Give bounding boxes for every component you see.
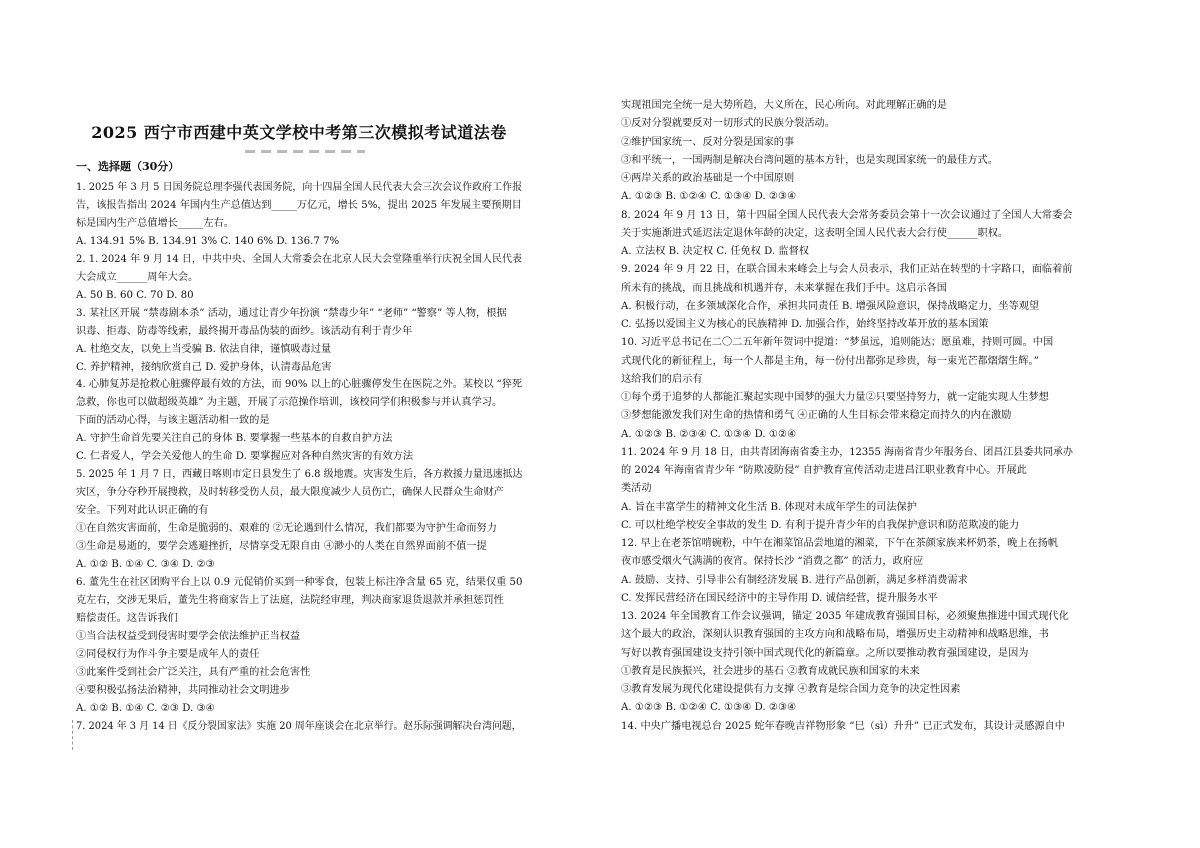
- text-line: ③梦想能激发我们对生命的热情和勇气 ④正确的人生目标会带来稳定而持久的内在激励: [621, 410, 1012, 422]
- text-line: 识毒、拒毒、防毒等线索，最终揭开毒品伪装的面纱。该活动有利于青少年: [76, 325, 413, 337]
- text-line: A. 鼓励、支持、引导非公有制经济发展 B. 进行产品创新，满足多样消费需求: [621, 574, 968, 586]
- text-line: C. 发挥民营经济在国民经济中的主导作用 D. 诚信经营，提升服务水平: [621, 592, 938, 604]
- text-line: 关于实施渐进式延迟法定退休年龄的决定，这表明全国人民代表大会行使______职权。: [621, 227, 1009, 239]
- text-line: 4. 心肺复苏是抢救心脏骤停最有效的方法，而 90% 以上的心脏骤停发生在医院之外。某校以 “猝死: [76, 379, 523, 391]
- text-line: ①当合法权益受到侵害时要学会依法维护正当权益: [76, 630, 301, 642]
- text-line: C. 养护精神，接纳欣赏自己 D. 爱护身体，认清毒品危害: [76, 361, 332, 373]
- text-line: 9. 2024 年 9 月 22 日，在联合国未来峰会上与会人员表示，我们正站在转型的十字路口，面临着前: [621, 264, 1073, 276]
- text-line: 克左右，交涉无果后，董先生将商家告上了法庭，法院经审理，判决商家退货退款并承担惩罚性: [76, 594, 504, 606]
- text-line: 8. 2024 年 9 月 13 日，第十四届全国人民代表大会常务委员会第十一次会议通过了全国人大常委会: [621, 209, 1073, 221]
- text-line: ②同侵权行为作斗争主要是成年人的责任: [76, 648, 260, 660]
- text-line: 的 2024 年海南省青少年 “防欺凌防侵” 自护教育宣传活动走进昌江职业教育中心。开展此: [621, 465, 1027, 476]
- text-line: ①反对分裂就要反对一切形式的民族分裂活动。: [621, 118, 835, 130]
- faint-subtitle-line: [245, 150, 365, 153]
- text-line: 所未有的挑战，而且挑战和机遇并存，未来掌握在我们手中。这启示各国: [621, 282, 947, 294]
- text-line: ③此案件受到社会广泛关注，具有严重的社会危害性: [76, 666, 311, 678]
- text-line: A. 立法权 B. 决定权 C. 任免权 D. 监督权: [621, 246, 809, 257]
- text-line: A. ①② B. ①④ C. ②③ D. ③④: [76, 702, 215, 714]
- exam-title: 2025 西宁市西建中英文学校中考第三次模拟考试道法卷: [91, 123, 507, 142]
- text-line: 夜市感受烟火气满满的夜宵。保持长沙 “消费之都” 的活力，政府应: [621, 556, 924, 568]
- text-line: 实现祖国完全统一是大势所趋，大义所在，民心所向。对此理解正确的是: [621, 100, 947, 111]
- text-line: 7. 2024 年 3 月 14 日《反分裂国家法》实施 20 周年座谈会在北京举行。赵乐际强调解决台湾问题，: [76, 720, 522, 732]
- text-line: A. ①②③ B. ①②④ C. ①③④ D. ②③④: [621, 191, 797, 203]
- section-heading: 一、选择题（30分）: [76, 160, 180, 173]
- text-line: 11. 2024 年 9 月 18 日，由共青团海南省委主办，12355 海南省青少年服务台、团昌江县委共同承办: [621, 446, 1073, 458]
- text-line: 这个最大的政治，深刻认识教育强国的主攻方向和战略布局，增强历史主动精神和战略思维，书: [621, 629, 1049, 641]
- text-line: 式现代化的新征程上，每一个人都是主角，每一份付出都弥足珍贵，每一束光芒都熠熠生辉。”: [621, 355, 1039, 367]
- text-line: 急救，你也可以做超级英雄” 为主题，开展了示范操作培训，该校同学们积极参与并认真学习。: [76, 397, 503, 409]
- text-line: A. 守护生命首先要关注自己的身体 B. 要掌握一些基本的自救自护方法: [76, 433, 393, 445]
- text-line: 2. 1. 2024 年 9 月 14 日，中共中央、全国人大常委会在北京人民大会堂隆重举行庆祝全国人民代表: [76, 253, 523, 265]
- text-line: ③教育发展为现代化建设提供有力支撑 ④教育是综合国力竞争的决定性因素: [621, 684, 961, 695]
- text-line: 标是国内生产总值增长_____左右。: [76, 217, 234, 229]
- text-line: 14. 中央广播电视总台 2025 蛇年春晚吉祥物形象 “巳（sì）升升” 已正式发布，其设计灵感源自中: [621, 720, 1065, 732]
- text-line: A. 积极行动，在多领域深化合作，承担共同责任 B. 增强风险意识，保持战略定力，坐等观望: [621, 300, 1040, 312]
- text-line: A. ①②③ B. ①②④ C. ①③④ D. ②③④: [621, 702, 797, 714]
- text-line: A. ①②③ B. ②③④ C. ①③④ D. ①②④: [621, 428, 797, 440]
- text-line: A. ①② B. ①④ C. ③④ D. ②③: [76, 558, 215, 570]
- text-line: C. 弘扬以爱国主义为核心的民族精神 D. 加强合作，始终坚持改革开放的基本国策: [621, 319, 989, 330]
- text-line: 1. 2025 年 3 月 5 日国务院总理李强代表国务院，向十四届全国人民代表大会三次会议作政府工作报: [76, 182, 523, 193]
- text-line: A. 杜绝交友，以免上当受骗 B. 依法自律，谨慎吸毒过量: [76, 343, 332, 355]
- text-line: A. 旨在丰富学生的精神文化生活 B. 体现对未成年学生的司法保护: [621, 501, 917, 513]
- text-line: 10. 习近平总书记在二〇二五年新年贺词中提道：“梦虽远，追则能达；愿虽难，持则可圆。中国: [621, 337, 1054, 349]
- text-line: 12. 早上在老茶馆啃碗粉，中午在湘菜馆品尝地道的湘菜，下午在茶颜家族来杯奶茶，晚上在扬帆: [621, 538, 1059, 549]
- text-line: 灾区，争分夺秒开展搜救，及时转移受伤人员，最大限度减少人员伤亡，确保人民群众生命财产: [76, 487, 504, 499]
- text-line: A. 134.91 5% B. 134.91 3% C. 140 6% D. 136.7 7%: [76, 235, 340, 247]
- text-line: C. 仁者爱人，学会关爱他人的生命 D. 要掌握应对各种自然灾害的有效方法: [76, 451, 414, 463]
- text-line: C. 可以杜绝学校安全事故的发生 D. 有利于提升青少年的自我保护意识和防范欺凌的能力: [621, 519, 1020, 531]
- text-line: 5. 2025 年 1 月 7 日，西藏日喀则市定日县发生了 6.8 级地震。灾害发生后，各方救援力量迅速抵达: [76, 469, 523, 481]
- text-line: ①每个勇于追梦的人都能汇聚起实现中国梦的强大力量②只要坚持努力，就一定能实现人生梦想: [621, 392, 1049, 403]
- text-line: 大会成立______周年大会。: [76, 271, 199, 283]
- text-line: ③和平统一，一国两制是解决台湾问题的基本方针，也是实现国家统一的最佳方式。: [621, 154, 998, 166]
- text-line: ④两岸关系的政治基础是一个中国原则: [621, 173, 795, 184]
- text-line: 类活动: [621, 483, 652, 495]
- text-line: 告，该报告指出 2024 年国内生产总值达到_____万亿元，增长 5%，提出 2025 年发展主要预期目: [76, 199, 522, 211]
- text-line: 写好以教育强国建设支持引领中国式现代化的新篇章。之所以要推动教育强国建设，是因为: [621, 647, 1029, 659]
- text-line: ②维护国家统一、反对分裂是国家的事: [621, 136, 795, 148]
- text-line: 6. 董先生在社区团购平台上以 0.9 元促销价买到一种零食，包装上标注净含量 65 克，结果仅重 50: [76, 576, 523, 588]
- text-line: 赔偿责任。这告诉我们: [76, 612, 178, 624]
- text-line: 3. 某社区开展 “禁毒剧本杀” 活动，通过让青少年扮演 “禁毒少年” “老师” “警察” 等人物，根据: [76, 307, 507, 319]
- text-line: ①在自然灾害面前，生命是脆弱的、艰难的 ②无论遇到什么情况，我们都要为守护生命而努力: [76, 523, 497, 535]
- text-line: A. 50 B. 60 C. 70 D. 80: [76, 289, 194, 301]
- text-line: 13. 2024 年全国教育工作会议强调，锚定 2035 年建成教育强国目标，必须聚焦推进中国式现代化: [621, 611, 1069, 622]
- text-line: 这给我们的启示有: [621, 373, 703, 385]
- text-line: ①教育是民族振兴，社会进步的基石 ②教育成就民族和国家的未来: [621, 665, 920, 677]
- binding-margin-mark: [72, 720, 75, 750]
- text-line: 安全。下列对此认识正确的有: [76, 505, 209, 517]
- text-line: 下面的活动心得，与该主题活动相一致的是: [76, 415, 270, 427]
- text-line: ③生命是易逝的，要学会逃避挫折，尽情享受无限自由 ④渺小的人类在自然界面前不值一提: [76, 541, 487, 552]
- text-line: ④要积极弘扬法治精神，共同推动社会文明进步: [76, 684, 290, 696]
